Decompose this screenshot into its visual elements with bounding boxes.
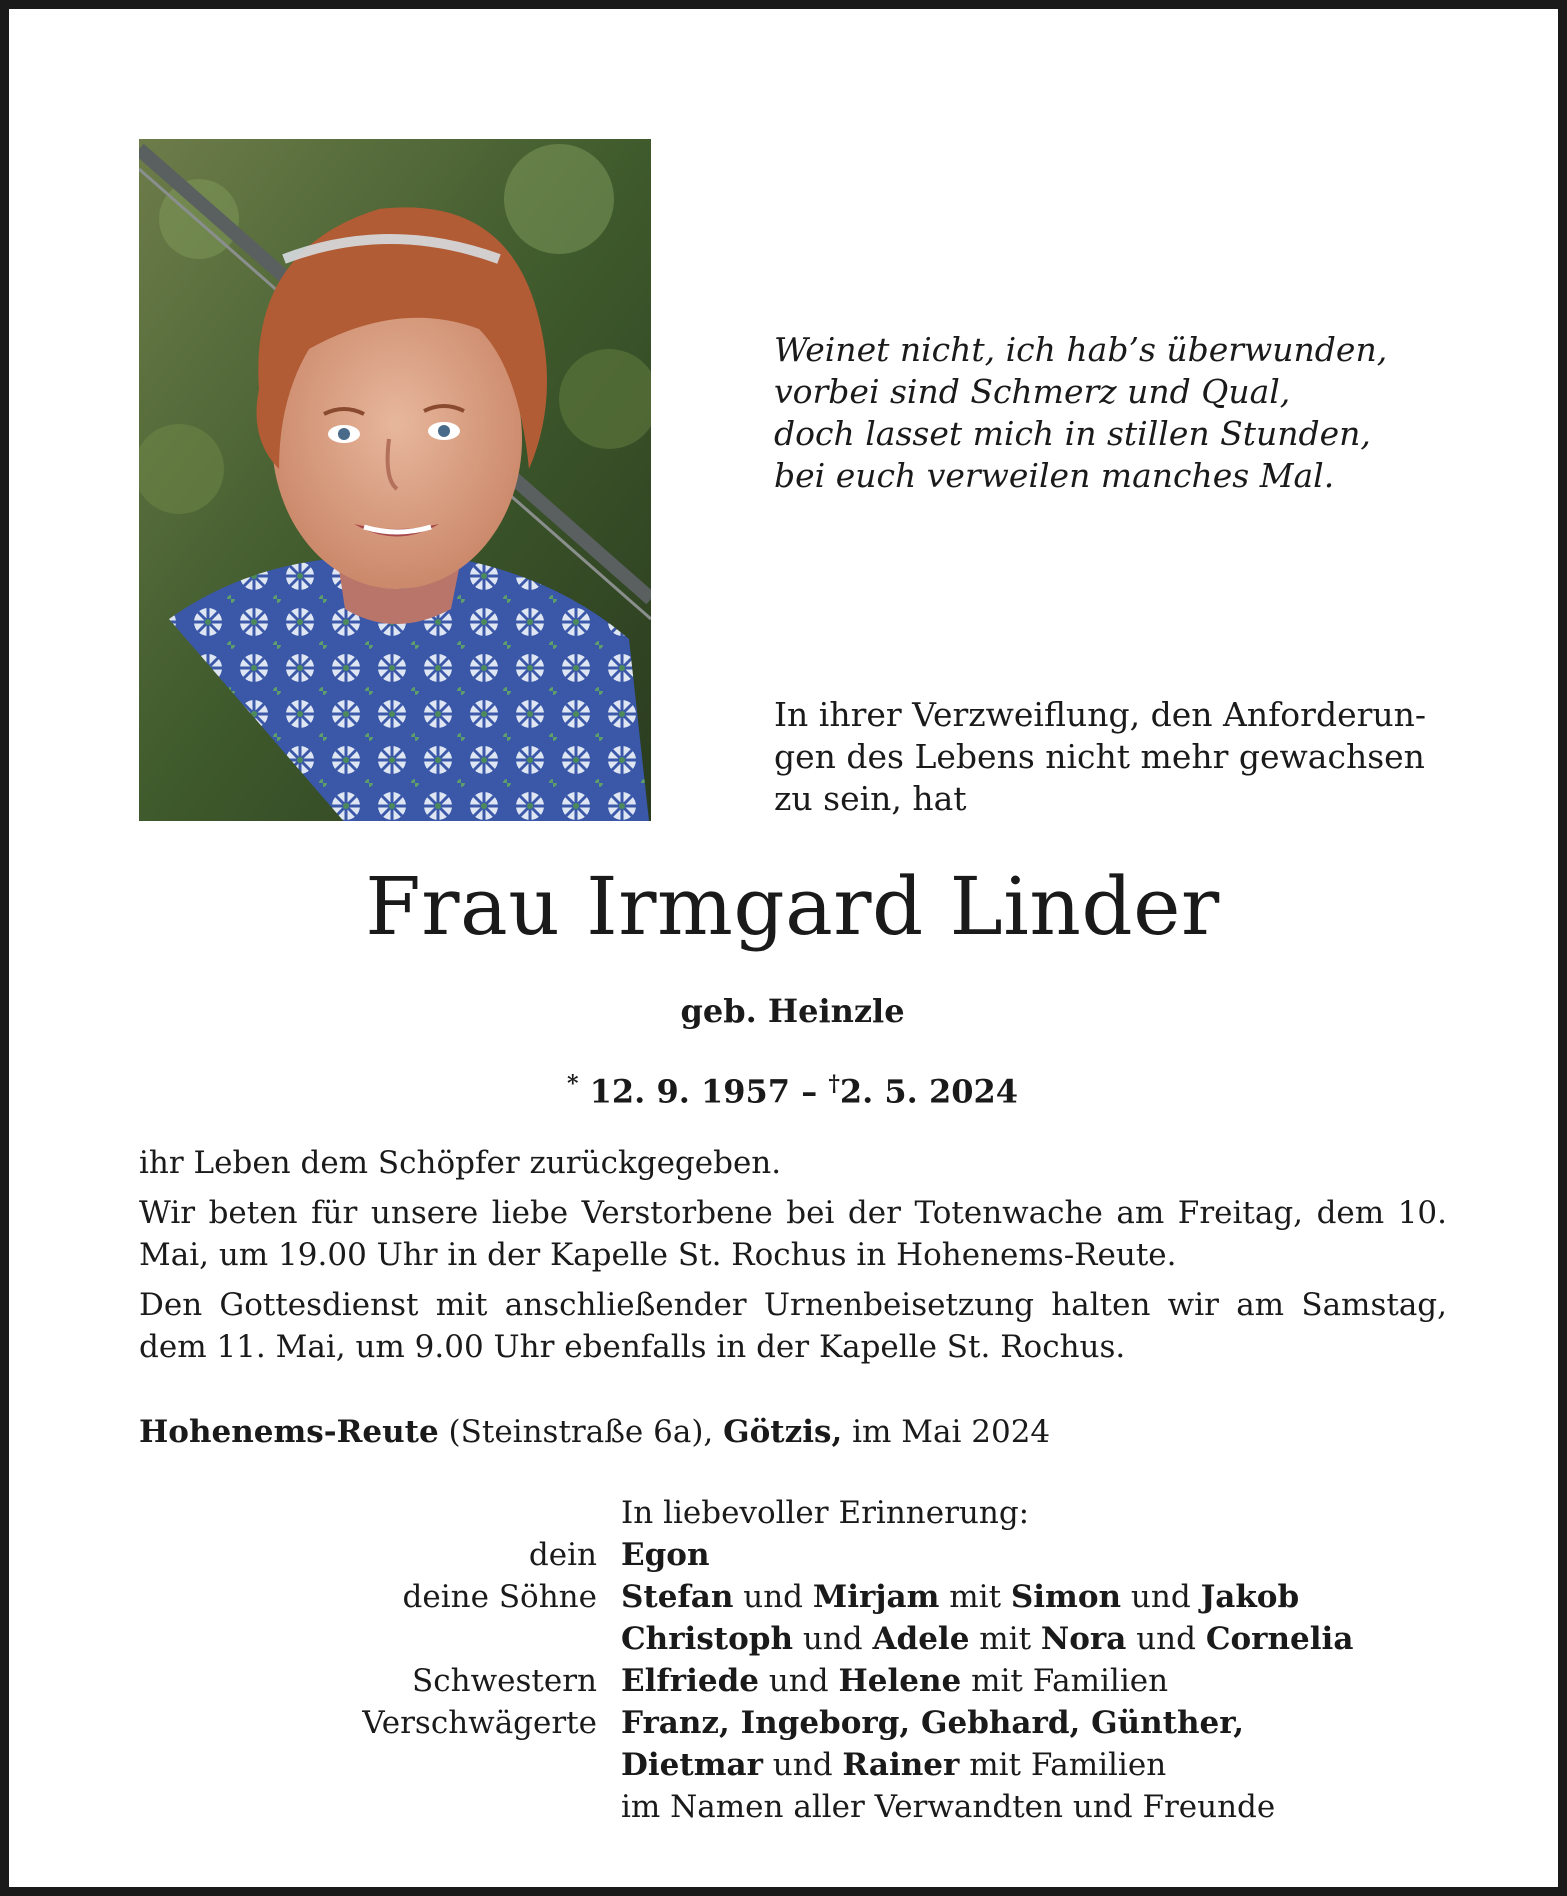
mourner-names <box>621 1702 1244 1744</box>
place-address: (Steinstraße 6a), <box>438 1414 724 1450</box>
mourner-label <box>139 1786 621 1828</box>
mourner-label: Schwestern <box>412 1663 597 1699</box>
maiden-name: geb. Heinzle <box>680 992 905 1030</box>
mourner-name: Simon <box>1010 1579 1122 1615</box>
mourner-connector: und <box>1126 1621 1206 1657</box>
mourner-name: Jakob <box>1200 1579 1300 1615</box>
mourner-label: dein <box>528 1537 597 1573</box>
mourner-row <box>139 1744 1459 1786</box>
verse-line: bei euch verweilen manches Mal. <box>774 456 1335 495</box>
intro-line: In ihrer Verzweiflung, den Anforderun- <box>774 695 1427 734</box>
mourners-heading: In liebevoller Erinnerung: <box>621 1495 1030 1531</box>
intro-line: zu sein, hat <box>774 779 967 818</box>
mourner-label <box>139 1744 621 1786</box>
mourner-connector: im Namen aller Verwandten und Freunde <box>621 1789 1276 1825</box>
mourner-connector: mit <box>939 1579 1011 1615</box>
date-dash: – <box>801 1072 818 1111</box>
mourner-row <box>139 1702 1459 1744</box>
mourner-row <box>139 1660 1459 1702</box>
mourner-connector: und <box>762 1747 843 1783</box>
mourner-label <box>139 1492 621 1534</box>
portrait-photo <box>139 139 651 821</box>
mourner-names <box>621 1534 710 1576</box>
mourner-names <box>621 1786 1275 1828</box>
mourner-connector: und <box>758 1663 839 1699</box>
death-symbol: † <box>828 1071 840 1097</box>
body-paragraph: ihr Leben dem Schöpfer zurückgegeben. <box>139 1145 782 1181</box>
mourner-name: Stefan <box>621 1579 734 1615</box>
mourner-names <box>621 1576 1299 1618</box>
place-and-date <box>139 1411 1439 1453</box>
intro-line: gen des Lebens nicht mehr gewachsen <box>774 737 1425 776</box>
mourner-names <box>621 1744 1166 1786</box>
mourner-connector: mit <box>969 1621 1041 1657</box>
mourner-label: Verschwägerte <box>362 1705 597 1741</box>
portrait-illustration <box>139 139 651 821</box>
verse-line: doch lasset mich in stillen Stunden, <box>774 414 1371 453</box>
mourner-name: Dietmar <box>621 1747 763 1783</box>
mourner-name: Nora <box>1040 1621 1127 1657</box>
mourners-heading-row <box>139 1492 1459 1534</box>
mourner-connector: mit Familien <box>959 1747 1167 1783</box>
mourner-label <box>139 1618 621 1660</box>
place-town-1: Hohenems-Reute <box>139 1414 439 1450</box>
obituary-body <box>139 1142 1447 1376</box>
mourner-name: Christoph <box>621 1621 793 1657</box>
mourner-row <box>139 1618 1459 1660</box>
mourner-connector: und <box>733 1579 813 1615</box>
mourner-name: Helene <box>838 1663 962 1699</box>
deceased-name: Frau Irmgard Linder <box>365 860 1220 953</box>
place-town-2: Götzis, <box>723 1414 843 1450</box>
body-paragraph: Den Gottesdienst mit anschließender Urnenbeisetzung halten wir am Samstag, dem 11. Mai, um 9.00 Uhr ebenfalls in der Kapelle St. Rochus. <box>139 1287 1447 1365</box>
mourner-rows <box>139 1534 1459 1828</box>
mourner-connector: und <box>1121 1579 1201 1615</box>
mourner-row <box>139 1786 1459 1828</box>
place-date: im Mai 2024 <box>842 1414 1051 1450</box>
mourner-name: Elfriede <box>621 1663 759 1699</box>
memorial-verse <box>774 329 1414 497</box>
mourner-connector: und <box>792 1621 873 1657</box>
mourner-row <box>139 1576 1459 1618</box>
body-paragraph: Wir beten für unsere liebe Verstorbene bei der Totenwache am Freitag, dem 10. Mai, um 19.00 Uhr in der Kapelle St. Rochus in Hohenems-Reute. <box>139 1195 1447 1273</box>
mourner-name: Cornelia <box>1205 1621 1354 1657</box>
birth-date: 12. 9. 1957 <box>589 1072 791 1111</box>
mourner-name: Rainer <box>842 1747 960 1783</box>
mourner-name: Adele <box>872 1621 970 1657</box>
verse-line: Weinet nicht, ich hab’s überwunden, <box>774 330 1388 369</box>
mourner-names <box>621 1660 1168 1702</box>
mourner-name: Egon <box>621 1537 710 1573</box>
mourner-label: deine Söhne <box>402 1579 597 1615</box>
mourner-name: Mirjam <box>812 1579 940 1615</box>
verse-line: vorbei sind Schmerz und Qual, <box>774 372 1291 411</box>
birth-symbol: * <box>566 1071 579 1097</box>
mourner-names <box>621 1618 1353 1660</box>
mourners-list <box>139 1492 1459 1828</box>
mourner-connector: mit Familien <box>961 1663 1169 1699</box>
life-dates <box>9 1063 1567 1113</box>
intro-text <box>774 694 1454 820</box>
death-date: 2. 5. 2024 <box>839 1072 1019 1111</box>
mourner-name: Franz, Ingeborg, Gebhard, Günther, <box>621 1705 1245 1741</box>
mourner-row <box>139 1534 1459 1576</box>
